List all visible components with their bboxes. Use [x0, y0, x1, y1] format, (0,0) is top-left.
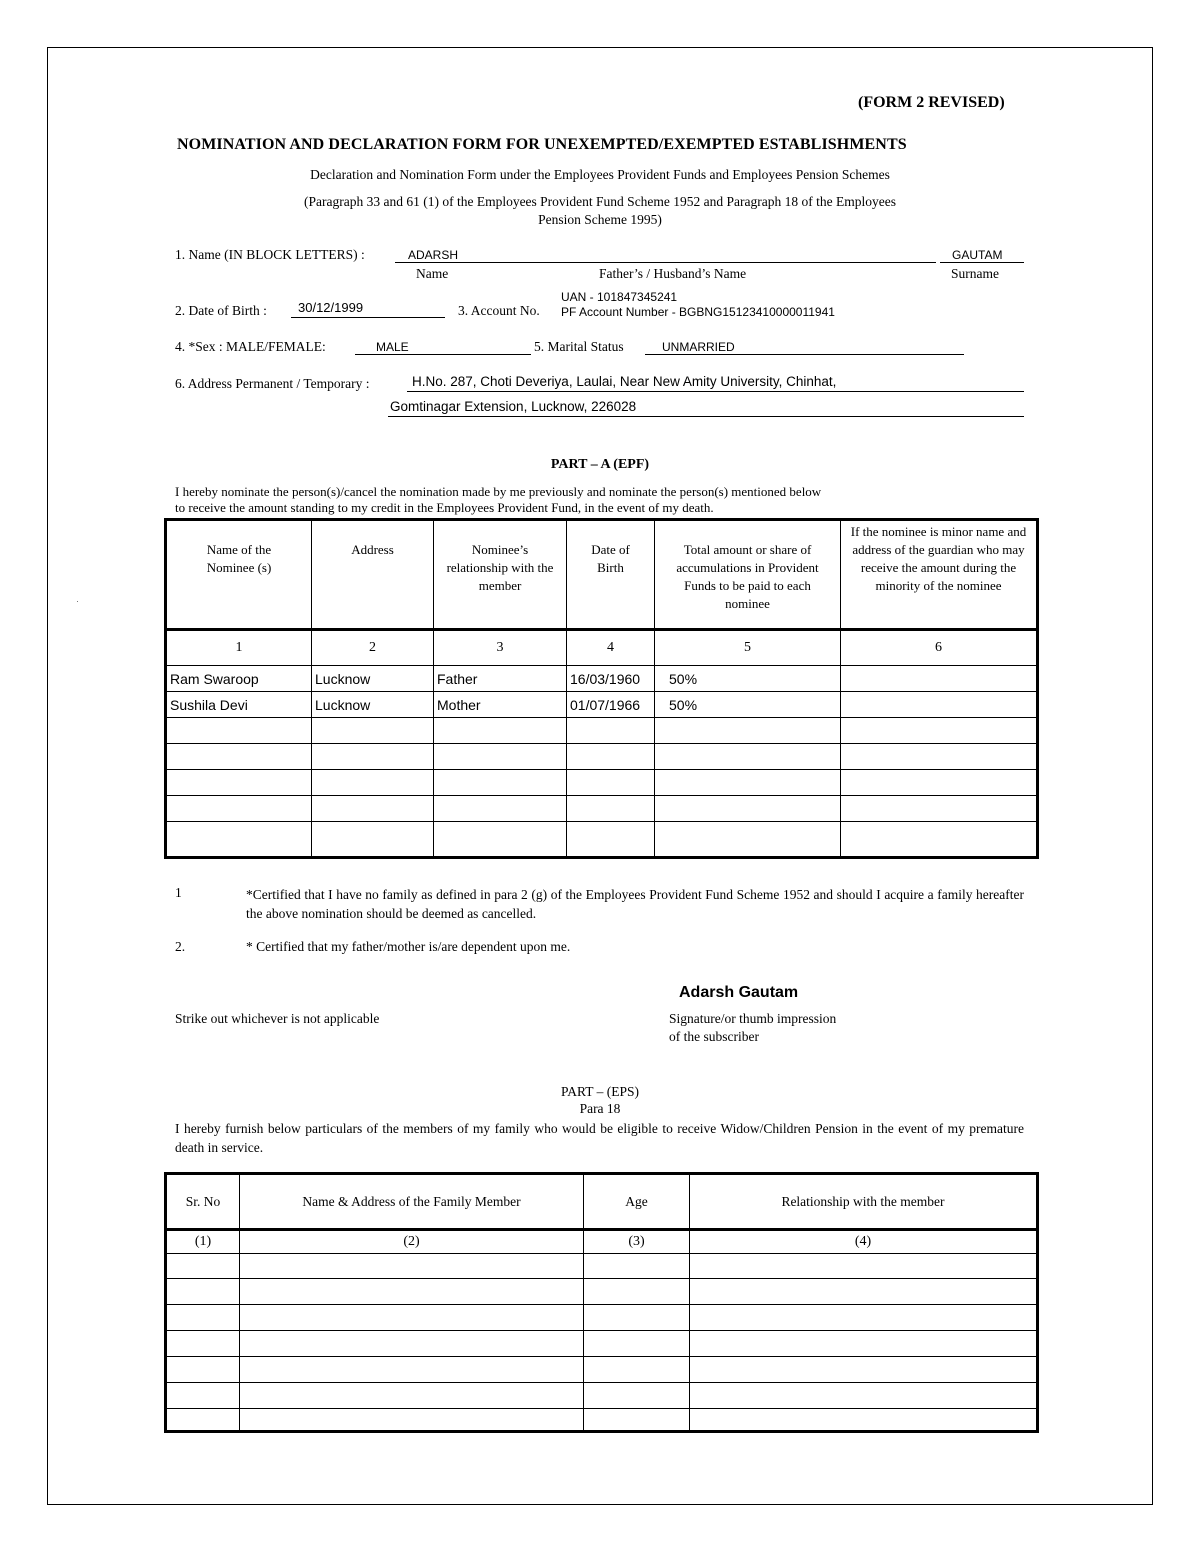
empty-cell[interactable]: [166, 1279, 240, 1305]
col-header-family-member: Name & Address of the Family Member: [240, 1174, 584, 1230]
address-underline1: [407, 391, 1024, 392]
nominee-address-cell[interactable]: Lucknow: [312, 692, 434, 718]
empty-cell[interactable]: [567, 770, 655, 796]
form-title: NOMINATION AND DECLARATION FORM FOR UNEXEMPTED/EXEMPTED ESTABLISHMENTS: [177, 136, 907, 153]
empty-cell[interactable]: [312, 718, 434, 744]
father-husband-sublabel: Father’s / Husband’s Name: [599, 266, 747, 281]
part-a-intro-line2: to receive the amount standing to my credit in the Employees Provident Fund, in the event of my death.: [175, 500, 714, 515]
table-row: [166, 1357, 1038, 1383]
col-number-6: 6: [841, 630, 1038, 666]
strike-out-note: Strike out whichever is not applicable: [175, 1011, 380, 1026]
empty-cell[interactable]: [584, 1331, 690, 1357]
col-header-share: Total amount or share of accumulations in Provident Funds to be paid to each nominee: [655, 520, 841, 630]
surname-value[interactable]: GAUTAM: [952, 248, 1003, 262]
empty-cell[interactable]: [240, 1357, 584, 1383]
table-row: [166, 1279, 1038, 1305]
col-header-age: Age: [584, 1174, 690, 1230]
col-number-5: 5: [655, 630, 841, 666]
dob-label: 2. Date of Birth :: [175, 303, 267, 318]
address-line1[interactable]: H.No. 287, Choti Deveriya, Laulai, Near New Amity University, Chinhat,: [412, 374, 837, 389]
empty-cell[interactable]: [841, 822, 1038, 858]
paragraph-reference-line1: (Paragraph 33 and 61 (1) of the Employees Provident Fund Scheme 1952 and Paragraph 18 of the Employees: [304, 194, 896, 209]
empty-cell[interactable]: [240, 1254, 584, 1279]
part-eps-para: Para 18: [579, 1101, 621, 1116]
empty-cell[interactable]: [240, 1279, 584, 1305]
col-number-2: (2): [240, 1230, 584, 1254]
table-row: [166, 718, 1038, 744]
marital-label: 5. Marital Status: [534, 339, 624, 354]
empty-cell[interactable]: [690, 1409, 1038, 1432]
empty-cell[interactable]: [690, 1279, 1038, 1305]
nominee-name-cell[interactable]: Sushila Devi: [166, 692, 312, 718]
empty-cell[interactable]: [584, 1409, 690, 1432]
empty-cell[interactable]: [434, 718, 567, 744]
nominee-address-cell[interactable]: Lucknow: [312, 666, 434, 692]
table-row: [166, 1305, 1038, 1331]
empty-cell[interactable]: [567, 822, 655, 858]
address-label: 6. Address Permanent / Temporary :: [175, 376, 370, 391]
empty-cell[interactable]: [841, 744, 1038, 770]
epf-nominee-table: [164, 518, 1039, 859]
table-row: [166, 796, 1038, 822]
empty-cell[interactable]: [240, 1305, 584, 1331]
col-header-guardian: If the nominee is minor name and address of the guardian who may receive the amount during the minority of the nominee: [841, 520, 1038, 630]
col-header-nominee-name: Name of the Nominee (s): [166, 520, 312, 630]
scan-speck: [77, 601, 78, 602]
empty-cell[interactable]: [166, 1409, 240, 1432]
table-row: [166, 744, 1038, 770]
empty-cell[interactable]: [655, 822, 841, 858]
nominee-share-cell[interactable]: 50%: [655, 666, 841, 692]
empty-cell[interactable]: [166, 1254, 240, 1279]
nominee-share-cell[interactable]: 50%: [655, 692, 841, 718]
empty-cell[interactable]: [690, 1331, 1038, 1357]
nominee-guardian-cell[interactable]: [841, 666, 1038, 692]
cert-2-number: 2.: [175, 939, 186, 954]
empty-cell[interactable]: [584, 1254, 690, 1279]
name-first-value[interactable]: ADARSH: [408, 248, 459, 262]
name-underline: [395, 262, 936, 263]
col-header-relationship: Nominee’s relationship with the member: [434, 520, 567, 630]
table-row: [166, 770, 1038, 796]
form-reference: (FORM 2 REVISED): [858, 94, 1005, 111]
empty-cell[interactable]: [841, 770, 1038, 796]
paragraph-reference-line2: Pension Scheme 1995): [538, 212, 662, 227]
signature-caption-line2: of the subscriber: [669, 1029, 759, 1044]
empty-cell[interactable]: [166, 744, 312, 770]
empty-cell[interactable]: [166, 796, 312, 822]
empty-cell[interactable]: [434, 744, 567, 770]
empty-cell[interactable]: [240, 1331, 584, 1357]
part-a-title: PART – A (EPF): [550, 457, 650, 472]
col-number-1: 1: [166, 630, 312, 666]
part-a-intro-line1: I hereby nominate the person(s)/cancel the nomination made by me previously and nominate the person(s) mentioned below: [175, 484, 822, 499]
empty-cell[interactable]: [567, 744, 655, 770]
empty-cell[interactable]: [166, 718, 312, 744]
empty-cell[interactable]: [166, 822, 312, 858]
empty-cell[interactable]: [434, 822, 567, 858]
empty-cell[interactable]: [655, 744, 841, 770]
empty-cell[interactable]: [166, 1383, 240, 1409]
eps-family-table: [164, 1172, 1039, 1433]
empty-cell[interactable]: [690, 1254, 1038, 1279]
table-row: [166, 666, 1038, 692]
empty-cell[interactable]: [841, 718, 1038, 744]
col-number-1: (1): [166, 1230, 240, 1254]
empty-cell[interactable]: [240, 1383, 584, 1409]
empty-cell[interactable]: [567, 718, 655, 744]
surname-underline: [940, 262, 1024, 263]
table-row: [166, 1409, 1038, 1432]
sex-value[interactable]: MALE: [376, 340, 409, 354]
empty-cell[interactable]: [690, 1305, 1038, 1331]
pf-account-value[interactable]: PF Account Number - BGBNG15123410000011941: [561, 305, 835, 319]
col-number-4: (4): [690, 1230, 1038, 1254]
table-row: [166, 822, 1038, 858]
empty-cell[interactable]: [312, 822, 434, 858]
col-header-sr-no: Sr. No: [166, 1174, 240, 1230]
address-underline2: [388, 416, 1024, 417]
col-header-relationship: Relationship with the member: [690, 1174, 1038, 1230]
empty-cell[interactable]: [690, 1357, 1038, 1383]
form-subtitle: Declaration and Nomination Form under the Employees Provident Funds and Employees Pension Schemes: [310, 167, 890, 182]
empty-cell[interactable]: [567, 796, 655, 822]
empty-cell[interactable]: [166, 1305, 240, 1331]
empty-cell[interactable]: [312, 796, 434, 822]
dob-value[interactable]: 30/12/1999: [298, 300, 364, 315]
empty-cell[interactable]: [312, 770, 434, 796]
part-eps-title: PART – (EPS): [561, 1084, 639, 1099]
empty-cell[interactable]: [434, 796, 567, 822]
table-row: [166, 1383, 1038, 1409]
empty-cell[interactable]: [166, 1357, 240, 1383]
name-label: 1. Name (IN BLOCK LETTERS) :: [175, 247, 365, 262]
empty-cell[interactable]: [434, 770, 567, 796]
marital-value[interactable]: UNMARRIED: [662, 340, 735, 354]
nominee-guardian-cell[interactable]: [841, 692, 1038, 718]
empty-cell[interactable]: [655, 718, 841, 744]
cert-2-text: * Certified that my father/mother is/are dependent upon me.: [246, 939, 571, 954]
surname-sublabel: Surname: [951, 266, 999, 281]
address-line2[interactable]: Gomtinagar Extension, Lucknow, 226028: [390, 399, 637, 414]
sex-label: 4. *Sex : MALE/FEMALE:: [175, 339, 326, 354]
empty-cell[interactable]: [312, 744, 434, 770]
cert-1-text: *Certified that I have no family as defined in para 2 (g) of the Employees Provident Fund Scheme 1952 and should I acquire a family hereafter the above nomination should be deemed as cancelled.: [246, 887, 1024, 921]
table-row: [166, 1254, 1038, 1279]
table-row: [166, 692, 1038, 718]
account-label: 3. Account No.: [458, 303, 540, 318]
empty-cell[interactable]: [166, 770, 312, 796]
part-eps-intro: I hereby furnish below particulars of the members of my family who would be eligible to receive Widow/Children Pension in the event of my premature death in service.: [175, 1121, 1024, 1155]
empty-cell[interactable]: [655, 770, 841, 796]
nominee-name-cell[interactable]: Ram Swaroop: [166, 666, 312, 692]
cert-1-number: 1: [175, 885, 182, 900]
nominee-dob-cell[interactable]: 01/07/1966: [567, 692, 655, 718]
dob-underline: [291, 317, 445, 318]
marital-underline: [645, 354, 964, 355]
col-header-address: Address: [312, 520, 434, 630]
nominee-relationship-cell[interactable]: Mother: [434, 692, 567, 718]
empty-cell[interactable]: [655, 796, 841, 822]
empty-cell[interactable]: [584, 1383, 690, 1409]
signature-caption-line1: Signature/or thumb impression: [669, 1011, 837, 1026]
empty-cell[interactable]: [584, 1357, 690, 1383]
signature-name: Adarsh Gautam: [679, 984, 799, 1001]
table-row: [166, 1331, 1038, 1357]
name-sublabel: Name: [416, 266, 449, 281]
empty-cell[interactable]: [841, 796, 1038, 822]
nominee-dob-cell[interactable]: 16/03/1960: [567, 666, 655, 692]
nominee-relationship-cell[interactable]: Father: [434, 666, 567, 692]
col-number-3: 3: [434, 630, 567, 666]
empty-cell[interactable]: [584, 1305, 690, 1331]
col-number-4: 4: [567, 630, 655, 666]
empty-cell[interactable]: [690, 1383, 1038, 1409]
col-header-date-of-birth: Date of Birth: [567, 520, 655, 630]
sex-underline: [355, 354, 531, 355]
empty-cell[interactable]: [240, 1409, 584, 1432]
col-number-2: 2: [312, 630, 434, 666]
empty-cell[interactable]: [584, 1279, 690, 1305]
col-number-3: (3): [584, 1230, 690, 1254]
empty-cell[interactable]: [166, 1331, 240, 1357]
uan-value[interactable]: UAN - 101847345241: [561, 290, 678, 304]
